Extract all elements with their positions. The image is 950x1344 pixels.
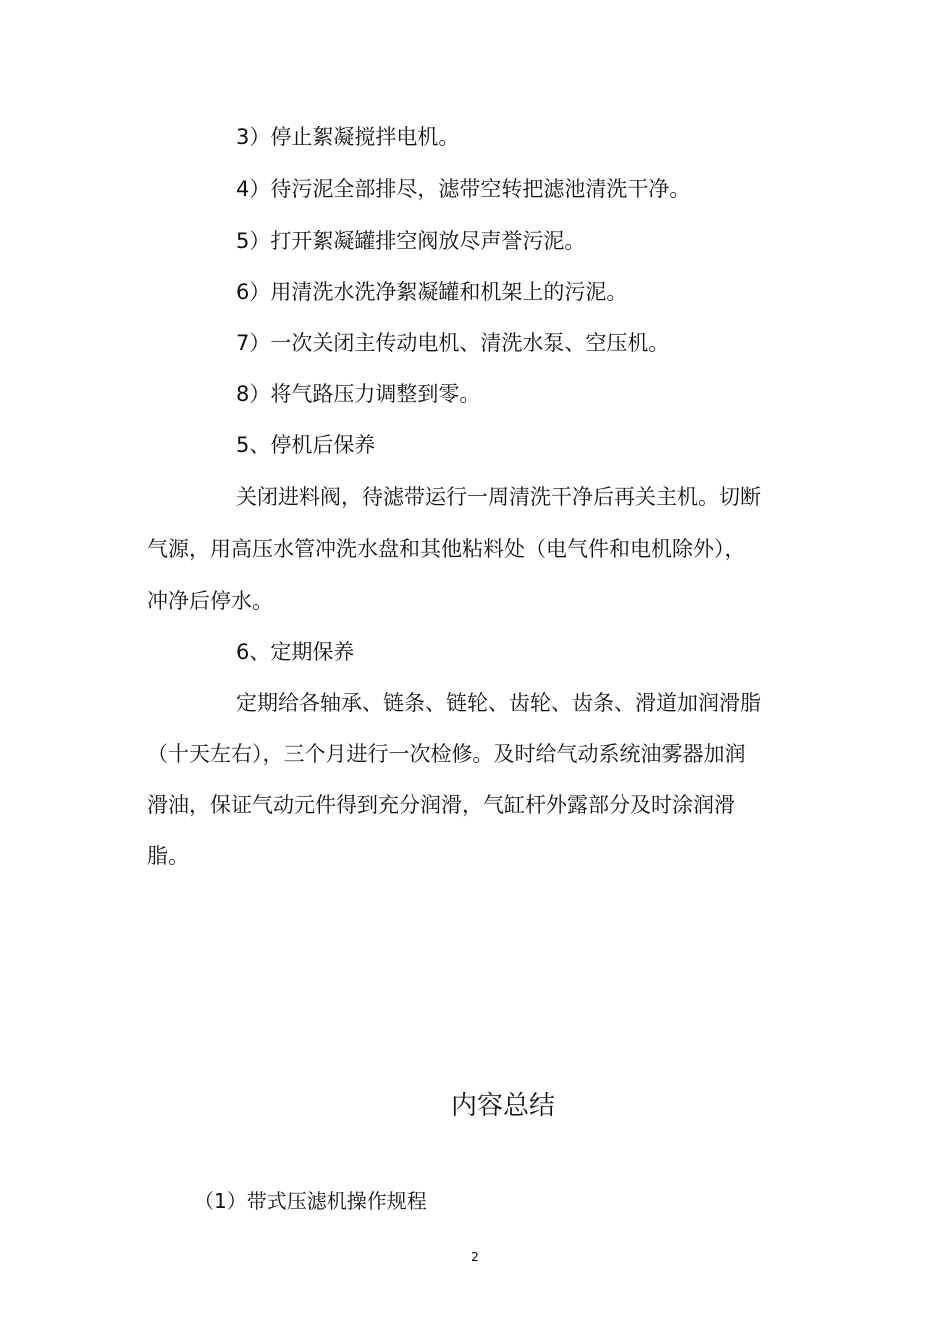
section-6-paragraph-line-4: 脂。 xyxy=(147,844,189,868)
summary-item-1: （1）带式压滤机操作规程 xyxy=(194,1189,427,1213)
step-4: 4）待污泥全部排尽，滤带空转把滤池清洗干净。 xyxy=(236,177,691,201)
step-6: 6）用清洗水洗净絮凝罐和机架上的污泥。 xyxy=(236,280,628,304)
section-6-paragraph-line-1: 定期给各轴承、链条、链轮、齿轮、齿条、滑道加润滑脂 xyxy=(236,691,761,715)
section-5-heading: 5、停机后保养 xyxy=(236,433,376,457)
section-6-paragraph-line-3: 滑油，保证气动元件得到充分润滑，气缸杆外露部分及时涂润滑 xyxy=(147,793,735,817)
step-8: 8）将气路压力调整到零。 xyxy=(236,382,481,406)
section-6-heading: 6、定期保养 xyxy=(236,640,355,664)
page-number: 2 xyxy=(471,1250,479,1264)
section-6-paragraph-line-2: （十天左右），三个月进行一次检修。及时给气动系统油雾器加润 xyxy=(147,742,746,766)
section-5-paragraph-line-3: 冲净后停水。 xyxy=(147,589,273,613)
step-7: 7）一次关闭主传动电机、清洗水泵、空压机。 xyxy=(236,331,670,355)
summary-title: 内容总结 xyxy=(450,1091,555,1121)
section-5-paragraph-line-2: 气源，用高压水管冲洗水盘和其他粘料处（电气件和电机除外）， xyxy=(147,537,746,561)
section-5-paragraph-line-1: 关闭进料阀，待滤带运行一周清洗干净后再关主机。切断 xyxy=(236,485,761,509)
step-5: 5）打开絮凝罐排空阀放尽声誉污泥。 xyxy=(236,229,586,253)
step-3: 3）停止絮凝搅拌电机。 xyxy=(236,125,460,149)
